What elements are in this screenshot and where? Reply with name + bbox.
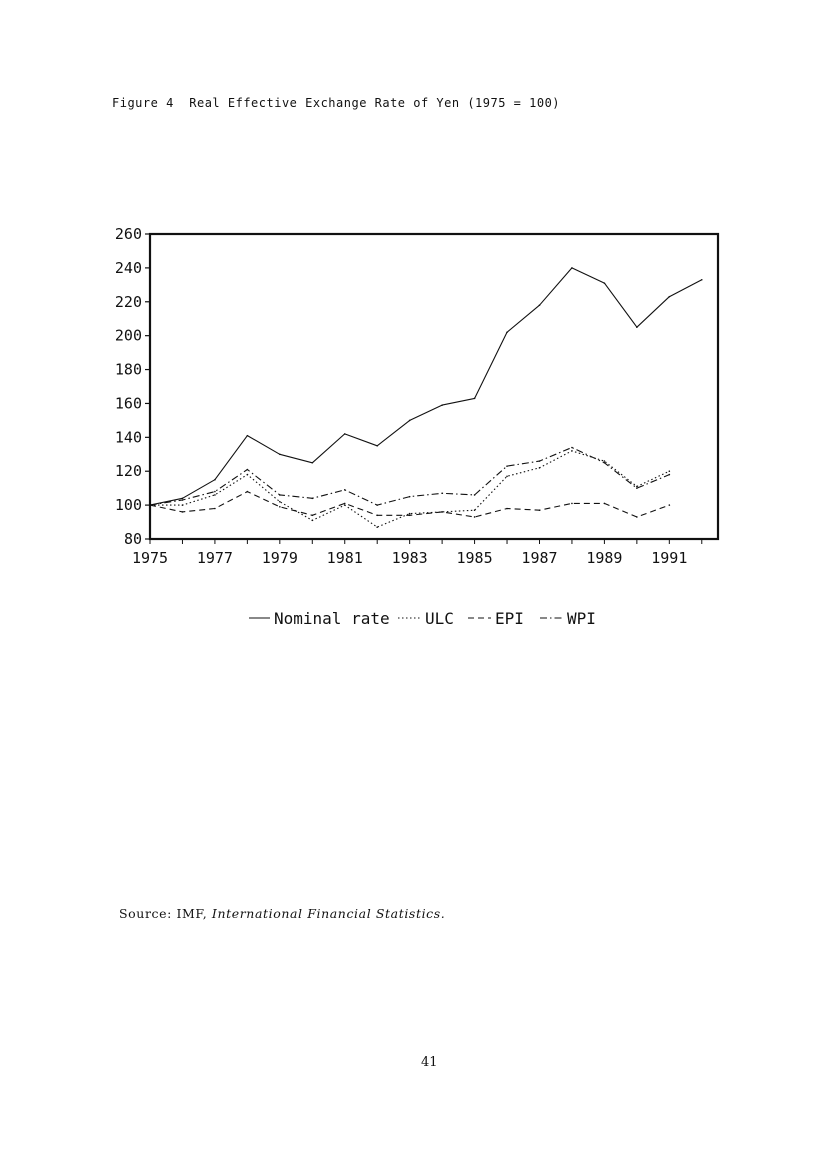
y-tick-label-160: 160	[114, 394, 142, 413]
data-point-ulc-1976	[182, 504, 184, 506]
series-lines	[149, 267, 702, 528]
y-tick-label-80: 80	[123, 530, 142, 548]
data-point-epi-1991	[669, 504, 671, 506]
data-point-wpi-1982	[376, 504, 378, 506]
legend-label-ulc: ULC	[425, 609, 454, 628]
data-point-ulc-1979	[279, 501, 281, 503]
x-tick-label-1979: 1979	[261, 549, 298, 567]
data-point-ulc-1987	[539, 467, 541, 469]
data-point-epi-1983	[409, 514, 411, 516]
x-tick-label-1991: 1991	[651, 549, 688, 567]
data-point-ulc-1986	[506, 476, 508, 478]
data-point-nominal-rate-1992	[701, 279, 703, 281]
data-point-ulc-1980	[311, 520, 313, 522]
x-tick-label-1987: 1987	[521, 549, 558, 567]
y-tick-label-140: 140	[114, 428, 142, 447]
x-tick-label-1975: 1975	[131, 549, 169, 567]
y-tick-label-120: 120	[114, 462, 142, 481]
data-point-wpi-1985	[474, 494, 476, 496]
data-point-wpi-1984	[441, 492, 443, 494]
data-point-nominal-rate-1980	[311, 462, 313, 464]
data-point-ulc-1977	[214, 494, 216, 496]
data-point-wpi-1981	[344, 489, 346, 491]
y-tick-label-180: 180	[114, 360, 142, 379]
y-tick-label-200: 200	[114, 326, 142, 345]
data-point-nominal-rate-1989	[604, 282, 606, 284]
data-point-nominal-rate-1982	[376, 445, 378, 447]
data-point-ulc-1983	[409, 513, 411, 515]
data-point-wpi-1978	[247, 469, 249, 471]
data-point-nominal-rate-1983	[409, 420, 411, 422]
data-point-epi-1986	[506, 508, 508, 510]
data-point-wpi-1983	[409, 496, 411, 498]
data-point-nominal-rate-1981	[344, 433, 346, 435]
data-point-wpi-1990	[636, 487, 638, 489]
data-point-wpi-1986	[506, 465, 508, 467]
data-point-epi-1987	[539, 509, 541, 511]
data-point-wpi-1988	[571, 447, 573, 449]
data-point-nominal-rate-1985	[474, 398, 476, 400]
x-tick-label-1977: 1977	[196, 549, 233, 567]
data-point-epi-1984	[441, 511, 443, 513]
y-tick-label-220: 220	[114, 292, 142, 311]
x-tick-label-1983: 1983	[391, 549, 428, 567]
data-point-nominal-rate-1986	[506, 331, 508, 333]
data-point-nominal-rate-1987	[539, 304, 541, 306]
data-point-wpi-1977	[214, 491, 216, 493]
data-point-epi-1981	[344, 503, 346, 505]
data-point-epi-1985	[474, 516, 476, 518]
data-point-ulc-1988	[571, 450, 573, 452]
plot-frame	[150, 234, 718, 539]
data-point-epi-1976	[182, 511, 184, 513]
y-tick-label-260: 260	[114, 225, 142, 243]
page-number: 41	[421, 1055, 438, 1070]
data-point-nominal-rate-1979	[279, 453, 281, 455]
data-point-wpi-1979	[279, 494, 281, 496]
legend-label-nominal-rate: Nominal rate	[274, 609, 390, 628]
data-point-epi-1982	[376, 514, 378, 516]
data-point-nominal-rate-1990	[636, 326, 638, 328]
legend	[249, 609, 596, 628]
data-point-epi-1990	[636, 516, 638, 518]
legend-label-epi: EPI	[495, 609, 524, 628]
legend-label-wpi: WPI	[567, 609, 596, 628]
data-point-epi-1989	[604, 503, 606, 505]
data-point-nominal-rate-1991	[669, 296, 671, 298]
data-point-wpi-1975	[149, 504, 151, 506]
data-point-ulc-1982	[376, 526, 378, 528]
data-point-ulc-1985	[474, 509, 476, 511]
data-point-ulc-1990	[636, 486, 638, 488]
source-note	[119, 906, 445, 921]
data-point-wpi-1976	[182, 499, 184, 501]
data-point-wpi-1989	[604, 462, 606, 464]
source-prefix: Source: IMF,	[119, 906, 212, 921]
data-point-wpi-1991	[669, 474, 671, 476]
y-tick-label-100: 100	[114, 496, 142, 515]
axes	[115, 225, 718, 567]
data-point-epi-1980	[311, 514, 313, 516]
data-point-nominal-rate-1988	[571, 267, 573, 269]
data-point-nominal-rate-1976	[182, 498, 184, 500]
data-point-ulc-1991	[669, 470, 671, 472]
figure-caption: Figure 4 Real Effective Exchange Rate of Yen (1975 = 100)	[112, 96, 561, 110]
y-tick-label-240: 240	[114, 258, 142, 277]
data-point-epi-1988	[571, 503, 573, 505]
data-point-wpi-1980	[311, 498, 313, 500]
data-point-ulc-1981	[344, 504, 346, 506]
data-point-ulc-1989	[604, 460, 606, 462]
data-point-epi-1978	[247, 491, 249, 493]
x-tick-label-1981: 1981	[326, 549, 363, 567]
source-title: International Financial Statistics.	[211, 906, 446, 921]
x-tick-label-1985: 1985	[456, 549, 493, 567]
x-tick-label-1989: 1989	[586, 549, 623, 567]
data-point-epi-1977	[214, 508, 216, 510]
data-point-ulc-1978	[247, 474, 249, 476]
data-point-nominal-rate-1984	[441, 404, 443, 406]
series-line-nominal-rate	[150, 268, 702, 505]
data-point-nominal-rate-1978	[247, 435, 249, 437]
data-point-nominal-rate-1977	[214, 479, 216, 481]
data-point-wpi-1987	[539, 460, 541, 462]
data-point-epi-1979	[279, 506, 281, 508]
